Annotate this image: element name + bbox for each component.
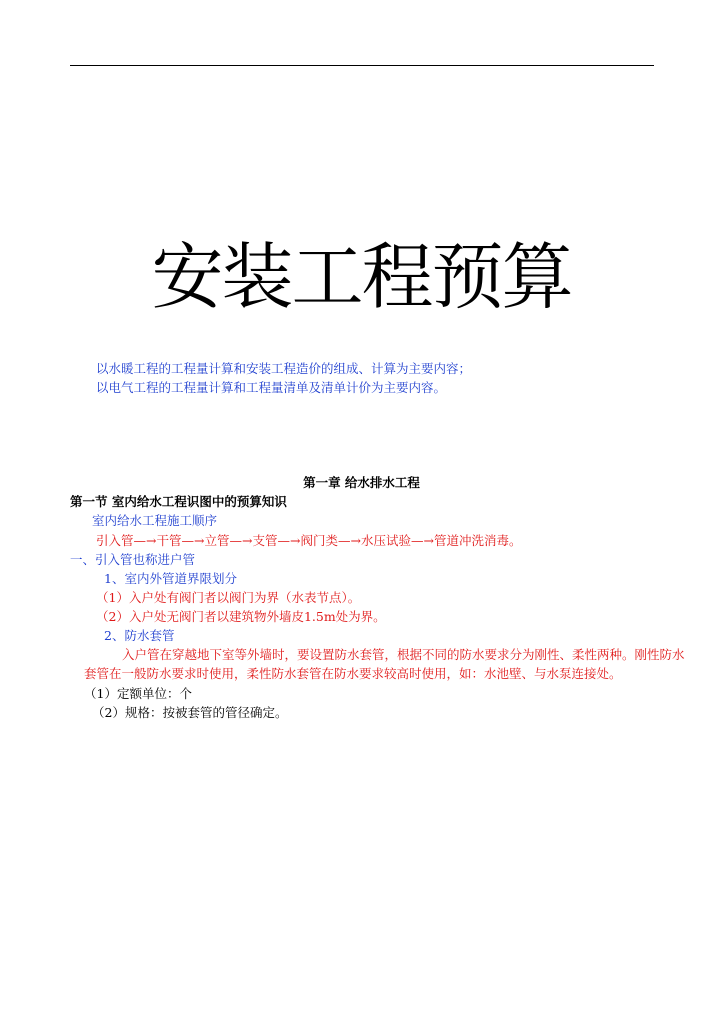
- sub2-heading: 2、防水套管: [104, 628, 175, 643]
- step-connector: —: [277, 533, 291, 548]
- sub2-paragraph-line-2: 套管在一般防水要求时使用，柔性防水套管在防水要求较高时使用，如：水池壁、与水泵连接处。: [84, 666, 622, 681]
- intro-line-2: 以电气工程的工程量计算和工程量清单及清单计价为主要内容。: [96, 380, 447, 395]
- step-connector: —: [411, 533, 424, 548]
- arrow-right-icon: →: [146, 533, 157, 548]
- intro-line-1: 以水暖工程的工程量计算和安装工程造价的组成、计算为主要内容；: [96, 361, 472, 376]
- step-label: 支管: [252, 533, 278, 548]
- sub1-heading: 1、室内外管道界限划分: [104, 571, 237, 586]
- construction-sequence: [96, 533, 522, 549]
- arrow-right-icon: →: [423, 533, 434, 548]
- step-label: 干管: [156, 533, 182, 548]
- arrow-right-icon: →: [242, 533, 253, 548]
- sub2-paragraph-line-1: 入户管在穿越地下室等外墙时，要设置防水套管，根据不同的防水要求分为刚性、柔性两种。刚性防水: [122, 647, 685, 662]
- sub1-item-2: （2）入户处无阀门者以建筑物外墙皮1.5m处为界。: [96, 609, 386, 624]
- arrow-right-icon: →: [350, 533, 361, 548]
- step-label: 立管: [204, 533, 230, 548]
- step-connector: —: [229, 533, 243, 548]
- sequence-heading: 室内给水工程施工顺序: [92, 513, 218, 528]
- step-label: 阀门类: [300, 533, 339, 548]
- document-title: 安装工程预算: [151, 235, 572, 319]
- step-connector: —: [133, 533, 147, 548]
- sub1-item-1: （1）入户处有阀门者以阀门为界（水表节点）。: [96, 590, 361, 605]
- chapter-heading: 第一章 给水排水工程: [303, 475, 420, 490]
- arrow-right-icon: →: [290, 533, 301, 548]
- sub2-item-2: （2）规格：按被套管的管径确定。: [92, 705, 288, 720]
- sub2-item-1: （1）定额单位：个: [84, 686, 192, 701]
- part1-heading: 一、引入管也称进户管: [70, 552, 196, 567]
- section-heading: 第一节 室内给水工程识图中的预算知识: [70, 494, 287, 509]
- step-connector: —: [181, 533, 195, 548]
- step-label: 管道冲洗消毒。: [434, 533, 522, 548]
- step-label: 水压试验: [361, 533, 412, 548]
- step-label: 引入管: [96, 533, 134, 548]
- header-rule: [70, 65, 654, 66]
- arrow-right-icon: →: [194, 533, 205, 548]
- step-connector: —: [338, 533, 351, 548]
